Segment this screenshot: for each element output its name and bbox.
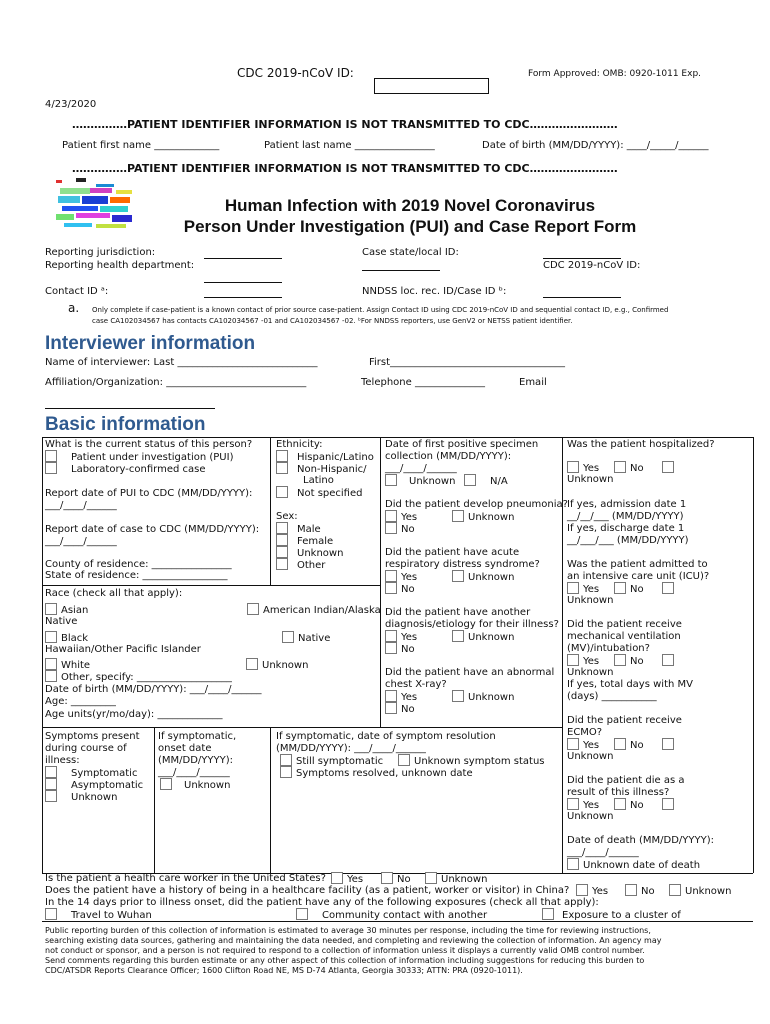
race-other-label: Other, specify: ___________________	[61, 672, 232, 683]
mv-no-checkbox[interactable]	[614, 654, 626, 666]
icu-unknown-label: Unknown	[567, 595, 614, 606]
die-no-option[interactable]	[614, 799, 678, 812]
facility-no-option[interactable]	[625, 885, 655, 898]
facility-no-checkbox[interactable]	[625, 884, 637, 896]
burden-line4: Send comments regarding this burden estimate or any other aspect of this collection of information including suggestions for reducing this burden to	[45, 956, 645, 965]
row-divider-race	[42, 585, 380, 586]
row-divider-symptoms	[42, 727, 562, 728]
male-label: Male	[297, 524, 321, 535]
first-pos-field[interactable]: ___/____/______	[385, 463, 457, 474]
patient-dob-field[interactable]: Date of birth (MM/DD/YYYY): ____/_____/______	[482, 140, 709, 151]
icu-question-2: an intensive care unit (ICU)?	[567, 571, 710, 582]
pneumonia-yes-label: Yes	[401, 512, 418, 523]
mv-unknown-checkbox[interactable]	[662, 654, 674, 666]
facility-unknown-label: Unknown	[685, 886, 732, 897]
race-unknown-label: Unknown	[262, 660, 309, 671]
other-dx-yes-checkbox[interactable]	[385, 630, 397, 642]
other-dx-no-checkbox[interactable]	[385, 642, 397, 654]
reporting-department-field[interactable]	[204, 282, 282, 283]
death-unknown-option[interactable]	[567, 859, 700, 872]
form-title-line1: Human Infection with 2019 Novel Coronavirus	[224, 196, 596, 215]
still-symptomatic-label: Still symptomatic	[296, 756, 384, 767]
ecmo-yes-checkbox[interactable]	[567, 738, 579, 750]
race-unknown-checkbox[interactable]	[246, 658, 258, 670]
ards-no-checkbox[interactable]	[385, 582, 397, 594]
hispanic-checkbox[interactable]	[276, 450, 288, 462]
onset-label-3: (MM/DD/YYYY):	[158, 755, 233, 766]
asymptomatic-label: Asymptomatic	[71, 780, 144, 791]
native-option[interactable]	[282, 632, 330, 645]
die-question-2: result of this illness?	[567, 787, 670, 798]
symptoms-unknown-checkbox[interactable]	[45, 790, 57, 802]
white-checkbox[interactable]	[45, 658, 57, 670]
discharge-date-field[interactable]: __/___/___ (MM/DD/YYYY)	[567, 535, 689, 546]
burden-line5: CDC/ATSDR Reports Clearance Officer; 1600 Clifton Road NE, MS D-74 Atlanta, Georgia 30333; ATTN: PRA (0920-1011).	[45, 966, 523, 975]
footnote-letter: a.	[68, 301, 80, 315]
native-label-2: Native	[298, 633, 331, 644]
icu-no-option[interactable]	[614, 583, 678, 596]
ards-unknown-checkbox[interactable]	[452, 570, 464, 582]
not-specified-label: Not specified	[297, 488, 363, 499]
mv-question-2: mechanical ventilation	[567, 631, 681, 642]
cluster-checkbox[interactable]	[542, 908, 554, 920]
onset-unknown-label: Unknown	[184, 780, 231, 791]
race-label: Race (check all that apply):	[45, 588, 183, 599]
sex-unknown-checkbox[interactable]	[276, 546, 288, 558]
ecmo-unknown-checkbox[interactable]	[662, 738, 674, 750]
ecmo-no-checkbox[interactable]	[614, 738, 626, 750]
ards-yes-label: Yes	[401, 572, 418, 583]
unknown-status-label: Unknown symptom status	[414, 756, 545, 767]
hospitalized-unknown-label: Unknown	[567, 474, 614, 485]
patient-first-name-field[interactable]: Patient first name _____________	[62, 140, 220, 151]
non-hispanic-label: Non-Hispanic/	[297, 464, 367, 475]
not-transmitted-banner-2: ……………PATIENT IDENTIFIER INFORMATION IS NOT TRANSMITTED TO CDC……………………	[72, 162, 618, 175]
native-label-1: Native	[45, 616, 78, 627]
asymptomatic-checkbox[interactable]	[45, 778, 57, 790]
male-checkbox[interactable]	[276, 522, 288, 534]
mv-question-1: Did the patient receive	[567, 619, 682, 630]
death-date-field[interactable]: ___/____/______	[567, 847, 639, 858]
ards-question-1: Did the patient have acute	[385, 547, 520, 558]
sex-label: Sex:	[276, 511, 298, 522]
resolved-checkbox[interactable]	[280, 766, 292, 778]
aian-label: American Indian/Alaska	[263, 605, 381, 616]
state-field[interactable]: State of residence: _________________	[45, 570, 228, 581]
race-unknown-option[interactable]	[246, 659, 308, 672]
col-divider-2	[380, 437, 381, 727]
cdc-id-field[interactable]	[374, 78, 489, 94]
sex-other-checkbox[interactable]	[276, 558, 288, 570]
ards-unknown-option[interactable]	[452, 571, 514, 584]
burden-line2: searching existing data sources, gathering and maintaining the data needed, and completing and reviewing the collection of information. An agency may	[45, 936, 662, 945]
other-dx-unknown-checkbox[interactable]	[452, 630, 464, 642]
affiliation-field[interactable]: Affiliation/Organization: ____________________________	[45, 377, 307, 388]
resolution-date-field[interactable]: (MM/DD/YYYY): ___/____/______	[276, 743, 426, 754]
community-label: Community contact with another	[322, 910, 488, 921]
native-checkbox[interactable]	[282, 631, 294, 643]
exposures-question: In the 14 days prior to illness onset, did the patient have any of the following exposures (check all that apply):	[45, 897, 599, 908]
hospitalized-yes-label: Yes	[583, 463, 600, 474]
report-pui-field[interactable]: ___/____/______	[45, 500, 117, 511]
asian-checkbox[interactable]	[45, 603, 57, 615]
cdc-id-label-2: CDC 2019-nCoV ID:	[543, 260, 641, 271]
patient-last-name-field[interactable]: Patient last name ________________	[264, 140, 435, 151]
hcw-question: Is the patient a health care worker in the United States?	[45, 873, 326, 884]
burden-divider	[42, 921, 753, 922]
hcw-no-label: No	[397, 874, 411, 885]
report-pui-label: Report date of PUI to CDC (MM/DD/YYYY):	[45, 488, 253, 499]
reporting-department-label: Reporting health department:	[45, 260, 195, 271]
aian-checkbox[interactable]	[247, 603, 259, 615]
pneumonia-unknown-option[interactable]	[452, 511, 514, 524]
death-date-label: Date of death (MM/DD/YYYY):	[567, 835, 714, 846]
not-transmitted-banner: ……………PATIENT IDENTIFIER INFORMATION IS NOT TRANSMITTED TO CDC……………………	[72, 118, 618, 131]
still-symptomatic-checkbox[interactable]	[280, 754, 292, 766]
black-label: Black	[61, 633, 89, 644]
xray-question-2: chest X-ray?	[385, 679, 447, 690]
form-title-line2: Person Under Investigation (PUI) and Case Report Form	[183, 217, 637, 236]
pneumonia-unknown-checkbox[interactable]	[452, 510, 464, 522]
resolved-option[interactable]	[280, 767, 473, 780]
asian-label: Asian	[61, 605, 89, 616]
hcw-yes-label: Yes	[347, 874, 364, 885]
die-yes-label: Yes	[583, 800, 600, 811]
die-unknown-checkbox[interactable]	[662, 798, 674, 810]
not-specified-option[interactable]	[276, 487, 362, 500]
nndss-field[interactable]	[543, 297, 621, 298]
resolution-label-1: If symptomatic, date of symptom resolution	[276, 731, 496, 742]
icu-yes-checkbox[interactable]	[567, 582, 579, 594]
contact-id-field[interactable]	[204, 297, 282, 298]
lab-checkbox[interactable]	[45, 462, 57, 474]
cdc-id-label: CDC 2019-nCoV ID:	[237, 66, 354, 80]
facility-no-label: No	[641, 886, 655, 897]
onset-unknown-checkbox[interactable]	[160, 778, 172, 790]
discharge-date-label: If yes, discharge date 1	[567, 523, 685, 534]
ecmo-no-label: No	[630, 740, 644, 751]
xray-unknown-checkbox[interactable]	[452, 690, 464, 702]
other-dx-question-2: diagnosis/etiology for their illness?	[385, 619, 559, 630]
ethnicity-label: Ethnicity:	[276, 439, 323, 450]
cluster-label: Exposure to a cluster of	[562, 910, 681, 921]
icu-question-1: Was the patient admitted to	[567, 559, 708, 570]
die-unknown-label: Unknown	[567, 811, 614, 822]
hawaiian-label: Hawaiian/Other Pacific Islander	[45, 644, 201, 655]
resolved-label: Symptoms resolved, unknown date	[296, 768, 473, 779]
mv-yes-checkbox[interactable]	[567, 654, 579, 666]
reporting-jurisdiction-label: Reporting jurisdiction:	[45, 247, 156, 258]
xray-no-label: No	[401, 704, 415, 715]
die-no-checkbox[interactable]	[614, 798, 626, 810]
interviewer-first-name-field[interactable]: First___________________________________	[369, 357, 566, 368]
first-pos-unknown-label: Unknown	[409, 476, 456, 487]
icu-no-checkbox[interactable]	[614, 582, 626, 594]
facility-unknown-checkbox[interactable]	[669, 884, 681, 896]
female-checkbox[interactable]	[276, 534, 288, 546]
mv-no-option[interactable]	[614, 655, 678, 668]
icu-unknown-checkbox[interactable]	[662, 582, 674, 594]
age-field[interactable]: Age: _________	[45, 696, 116, 707]
other-dx-question-1: Did the patient have another	[385, 607, 531, 618]
symptoms-unknown-label: Unknown	[71, 792, 118, 803]
first-pos-unknown-option[interactable]	[385, 475, 455, 488]
female-label: Female	[297, 536, 334, 547]
pneumonia-yes-checkbox[interactable]	[385, 510, 397, 522]
report-case-field[interactable]: ___/____/______	[45, 536, 117, 547]
death-unknown-label: Unknown date of death	[583, 860, 701, 871]
hospitalized-no-label: No	[630, 463, 644, 474]
first-pos-label-2: collection (MM/DD/YYYY):	[385, 451, 512, 462]
community-checkbox[interactable]	[296, 908, 308, 920]
icu-no-label: No	[630, 584, 644, 595]
case-state-field[interactable]	[543, 258, 621, 259]
sex-other-label: Other	[297, 560, 326, 571]
mv-no-label: No	[630, 656, 644, 667]
facility-question: Does the patient have a history of being in a healthcare facility (as a patient, worker or visitor) in China?	[45, 885, 570, 896]
mv-days-field[interactable]: (days) ___________	[567, 691, 657, 702]
ards-question-2: respiratory distress syndrome?	[385, 559, 540, 570]
dob-field[interactable]: Date of birth (MM/DD/YYYY): ___/____/______	[45, 684, 262, 695]
ecmo-yes-label: Yes	[583, 740, 600, 751]
facility-unknown-option[interactable]	[669, 885, 731, 898]
interviewer-last-name-field[interactable]: Name of interviewer: Last ____________________________	[45, 357, 318, 368]
icu-yes-label: Yes	[583, 584, 600, 595]
interviewer-heading: Interviewer information	[45, 333, 256, 354]
symptomatic-checkbox[interactable]	[45, 766, 57, 778]
first-pos-unknown-checkbox[interactable]	[385, 474, 397, 486]
ecmo-no-option[interactable]	[614, 739, 678, 752]
footnote-line2: case CA102034567 has contacts CA102034567 -01 and CA102034567 -02. ᵇFor NNDSS reporters, use GenV2 or NETSS patient identifier.	[92, 317, 573, 325]
hospitalized-question: Was the patient hospitalized?	[567, 439, 715, 450]
other-dx-unknown-option[interactable]	[452, 631, 514, 644]
symptoms-present-label-1: Symptoms present	[45, 731, 140, 742]
symptom-divider-2	[270, 727, 271, 873]
pui-label: Patient under investigation (PUI)	[71, 452, 234, 463]
age-units-field[interactable]: Age units(yr/mo/day): _____________	[45, 709, 223, 720]
die-no-label: No	[630, 800, 644, 811]
onset-label-2: onset date	[158, 743, 212, 754]
ecmo-unknown-label: Unknown	[567, 751, 614, 762]
hospitalized-unknown-checkbox[interactable]	[662, 461, 674, 473]
mv-unknown-label: Unknown	[567, 667, 614, 678]
onset-label-1: If symptomatic,	[158, 731, 237, 742]
email-label: Email	[519, 377, 547, 388]
case-state-field-2[interactable]	[362, 270, 440, 271]
facility-yes-label: Yes	[592, 886, 609, 897]
symptoms-present-label-2: during course of	[45, 743, 127, 754]
nndss-label: NNDSS loc. rec. ID/Case ID ᵇ:	[362, 286, 507, 297]
wuhan-label: Travel to Wuhan	[71, 910, 152, 921]
admission-date-field[interactable]: __/__/___ (MM/DD/YYYY)	[567, 511, 684, 522]
onset-unknown-option[interactable]	[160, 779, 230, 792]
symptomatic-label: Symptomatic	[71, 768, 138, 779]
admission-date-label: If yes, admission date 1	[567, 499, 687, 510]
county-field[interactable]: County of residence: ________________	[45, 559, 232, 570]
status-question: What is the current status of this person?	[45, 439, 253, 450]
pneumonia-question: Did the patient develop pneumonia?	[385, 499, 568, 510]
sex-other-option[interactable]	[276, 559, 325, 572]
pui-checkbox[interactable]	[45, 450, 57, 462]
ecmo-question-2: ECMO?	[567, 727, 603, 738]
symptoms-present-label-3: illness:	[45, 755, 80, 766]
burden-line3: not conduct or sponsor, and a person is not required to respond to a collection of information unless it displays a currently valid OMB control number.	[45, 946, 645, 955]
hospitalized-no-option[interactable]	[614, 462, 678, 475]
mv-days-label: If yes, total days with MV	[567, 679, 693, 690]
other-dx-yes-label: Yes	[401, 632, 418, 643]
sex-unknown-label: Unknown	[297, 548, 344, 559]
first-pos-na-label: N/A	[490, 476, 508, 487]
race-other-checkbox[interactable]	[45, 670, 57, 682]
burden-line1: Public reporting burden of this collection of information is estimated to average 30 minutes per response, including the time for reviewing instructions,	[45, 926, 651, 935]
pneumonia-no-label: No	[401, 524, 415, 535]
xray-yes-checkbox[interactable]	[385, 690, 397, 702]
non-hispanic-label-2: Latino	[303, 475, 334, 486]
contact-id-label: Contact ID ᵃ:	[45, 286, 109, 297]
telephone-field[interactable]: Telephone ______________	[361, 377, 485, 388]
basic-info-heading: Basic information	[45, 414, 206, 435]
die-yes-checkbox[interactable]	[567, 798, 579, 810]
first-pos-na-checkbox[interactable]	[464, 474, 476, 486]
report-case-label: Report date of case to CDC (MM/DD/YYYY):	[45, 524, 260, 535]
xray-question-1: Did the patient have an abnormal	[385, 667, 555, 678]
table-top-border	[42, 437, 753, 438]
email-field[interactable]	[45, 408, 215, 409]
form-date: 4/23/2020	[45, 99, 97, 110]
ards-no-option[interactable]	[385, 583, 415, 596]
pneumonia-unknown-label: Unknown	[468, 512, 515, 523]
symptoms-unknown-option[interactable]	[45, 791, 117, 804]
white-label: White	[61, 660, 91, 671]
hcw-no-checkbox[interactable]	[381, 872, 393, 884]
xray-unknown-label: Unknown	[468, 692, 515, 703]
hospitalized-yes-checkbox[interactable]	[567, 461, 579, 473]
non-hispanic-checkbox[interactable]	[276, 462, 288, 474]
omb-number: Form Approved: OMB: 0920-1011 Exp.	[528, 69, 702, 79]
symptom-divider-1	[154, 727, 155, 873]
table-left-border	[42, 437, 43, 873]
mv-yes-label: Yes	[583, 656, 600, 667]
unknown-status-checkbox[interactable]	[398, 754, 410, 766]
xray-no-option[interactable]	[385, 703, 415, 716]
hcw-yes-checkbox[interactable]	[331, 872, 343, 884]
wuhan-checkbox[interactable]	[45, 908, 57, 920]
xray-unknown-option[interactable]	[452, 691, 514, 704]
other-dx-unknown-label: Unknown	[468, 632, 515, 643]
xray-no-checkbox[interactable]	[385, 702, 397, 714]
hispanic-label: Hispanic/Latino	[297, 452, 374, 463]
pneumonia-no-option[interactable]	[385, 523, 415, 536]
first-pos-label-1: Date of first positive specimen	[385, 439, 539, 450]
footnote-line1: Only complete if case-patient is a known contact of prior source case-patient. Assign Contact ID using CDC 2019-nCoV ID and sequential contact ID, e.g., Confirmed	[92, 306, 669, 314]
not-specified-checkbox[interactable]	[276, 486, 288, 498]
pneumonia-no-checkbox[interactable]	[385, 522, 397, 534]
xray-yes-label: Yes	[401, 692, 418, 703]
black-checkbox[interactable]	[45, 631, 57, 643]
die-question-1: Did the patient die as a	[567, 775, 685, 786]
ards-yes-checkbox[interactable]	[385, 570, 397, 582]
cdc-logo	[56, 178, 136, 232]
reporting-jurisdiction-field[interactable]	[204, 258, 282, 259]
mv-question-3: (MV)/intubation?	[567, 643, 650, 654]
col-divider-1	[270, 437, 271, 585]
hcw-unknown-checkbox[interactable]	[425, 872, 437, 884]
onset-date-field[interactable]: ___/____/______	[158, 767, 230, 778]
ards-no-label: No	[401, 584, 415, 595]
death-unknown-checkbox[interactable]	[567, 858, 579, 870]
table-right-border	[753, 437, 754, 873]
facility-yes-checkbox[interactable]	[576, 884, 588, 896]
case-state-label: Case state/local ID:	[362, 247, 459, 258]
hospitalized-no-checkbox[interactable]	[614, 461, 626, 473]
ards-unknown-label: Unknown	[468, 572, 515, 583]
hcw-unknown-label: Unknown	[441, 874, 488, 885]
aian-option[interactable]	[247, 604, 381, 617]
other-dx-no-label: No	[401, 644, 415, 655]
other-dx-no-option[interactable]	[385, 643, 415, 656]
lab-label: Laboratory-confirmed case	[71, 464, 206, 475]
status-lab-option[interactable]	[45, 463, 206, 476]
ecmo-question-1: Did the patient receive	[567, 715, 682, 726]
race-other-option[interactable]	[45, 671, 232, 684]
first-pos-na-option[interactable]	[464, 475, 508, 488]
